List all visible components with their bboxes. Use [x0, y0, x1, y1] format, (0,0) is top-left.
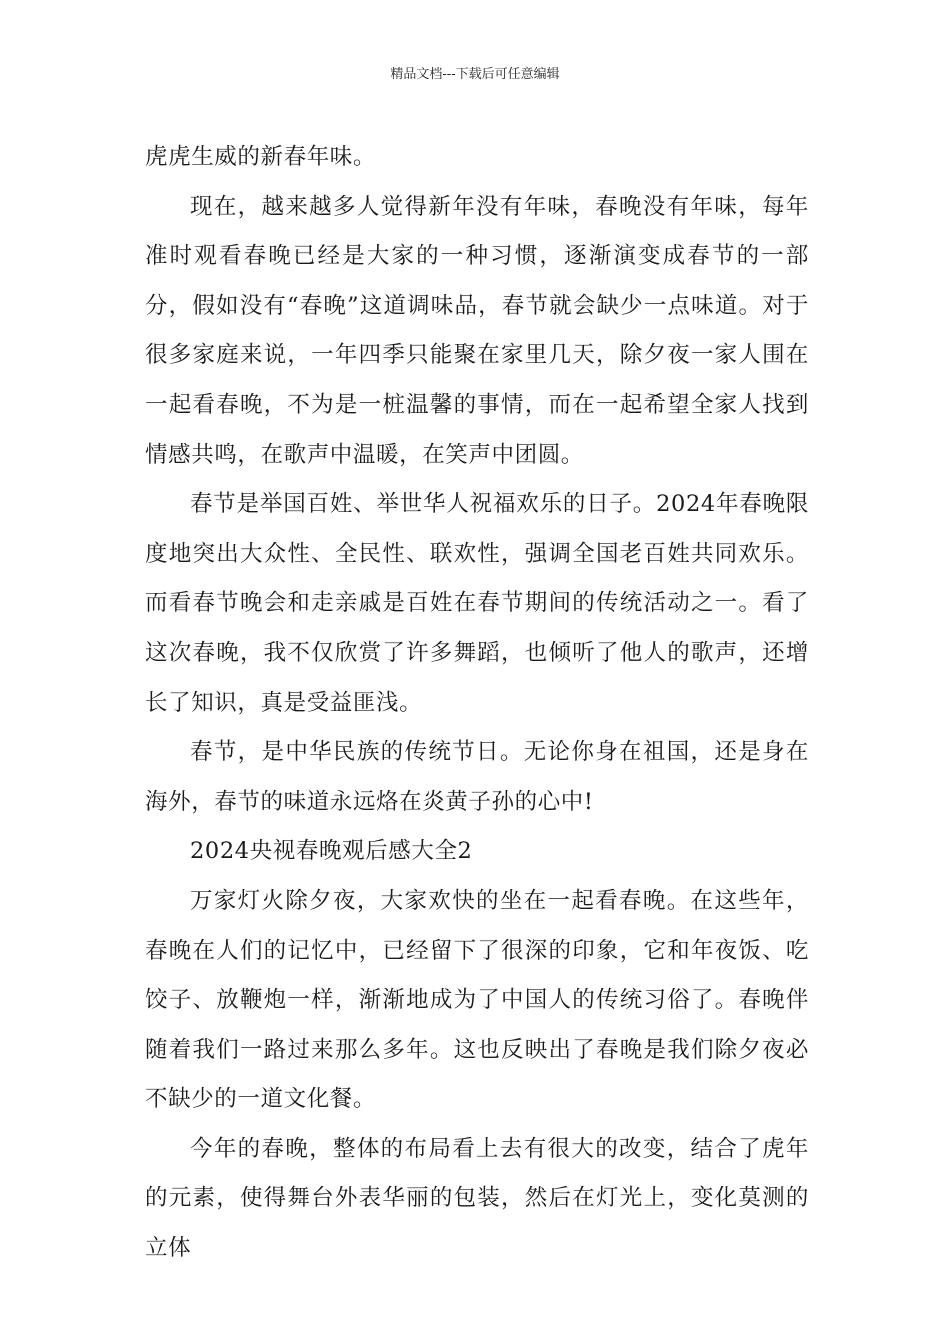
paragraph: 虎虎生威的新春年味。: [145, 144, 377, 170]
section-title: 2024央视春晚观后感大全2: [190, 838, 473, 865]
document-body: [145, 133, 809, 1274]
paragraph: 春节是举国百姓、举世华人祝福欢乐的日子。2024年春晚限度地突出大众性、全民性、联欢性，强调全国老百姓共同欢乐。 而看春节晚会和走亲戚是百姓在春节期间的传统活动之一。看了这次春晚，我不仅欣赏了许多舞蹈，也倾听了他人的歌声，还增长了知识，真是受益匪浅。: [145, 491, 809, 716]
paragraph: 春节，是中华民族的传统节日。无论你身在祖国，还是身在海外，春节的味道永远烙在炎黄子孙的心中!: [145, 739, 809, 815]
paragraph: 现在，越来越多人觉得新年没有年味，春晚没有年味，每年准时观看春晚已经是大家的一种习惯，逐渐演变成春节的一部分，假如没有“春晚”这道调味品，春节就会缺少一点味道。对于很多家庭来说，一年四季只能聚在家里几天，除夕夜一家人围在一起看春晚，不为是一桩温馨的事情，而在一起希望全家人找到情感共鸣，在歌声中温暖，在笑声中团圆。: [145, 193, 809, 468]
paragraph: 今年的春晚，整体的布局看上去有很大的改变，结合了虎年的元素，使得舞台外表华丽的包装，然后在灯光上，变化莫测的立体: [145, 1135, 809, 1262]
paragraph: 万家灯火除夕夜，大家欢快的坐在一起看春晚。在这些年，春晚在人们的记忆中，已经留下了很深的印象，它和年夜饭、吃饺子、放鞭炮一样，渐渐地成为了中国人的传统习俗了。春晚伴随着我们一路过来那么多年。这也反映出了春晚是我们除夕夜必不缺少的一道文化餐。: [145, 887, 809, 1113]
page-header: 精品文档---下载后可任意编辑: [390, 67, 560, 82]
